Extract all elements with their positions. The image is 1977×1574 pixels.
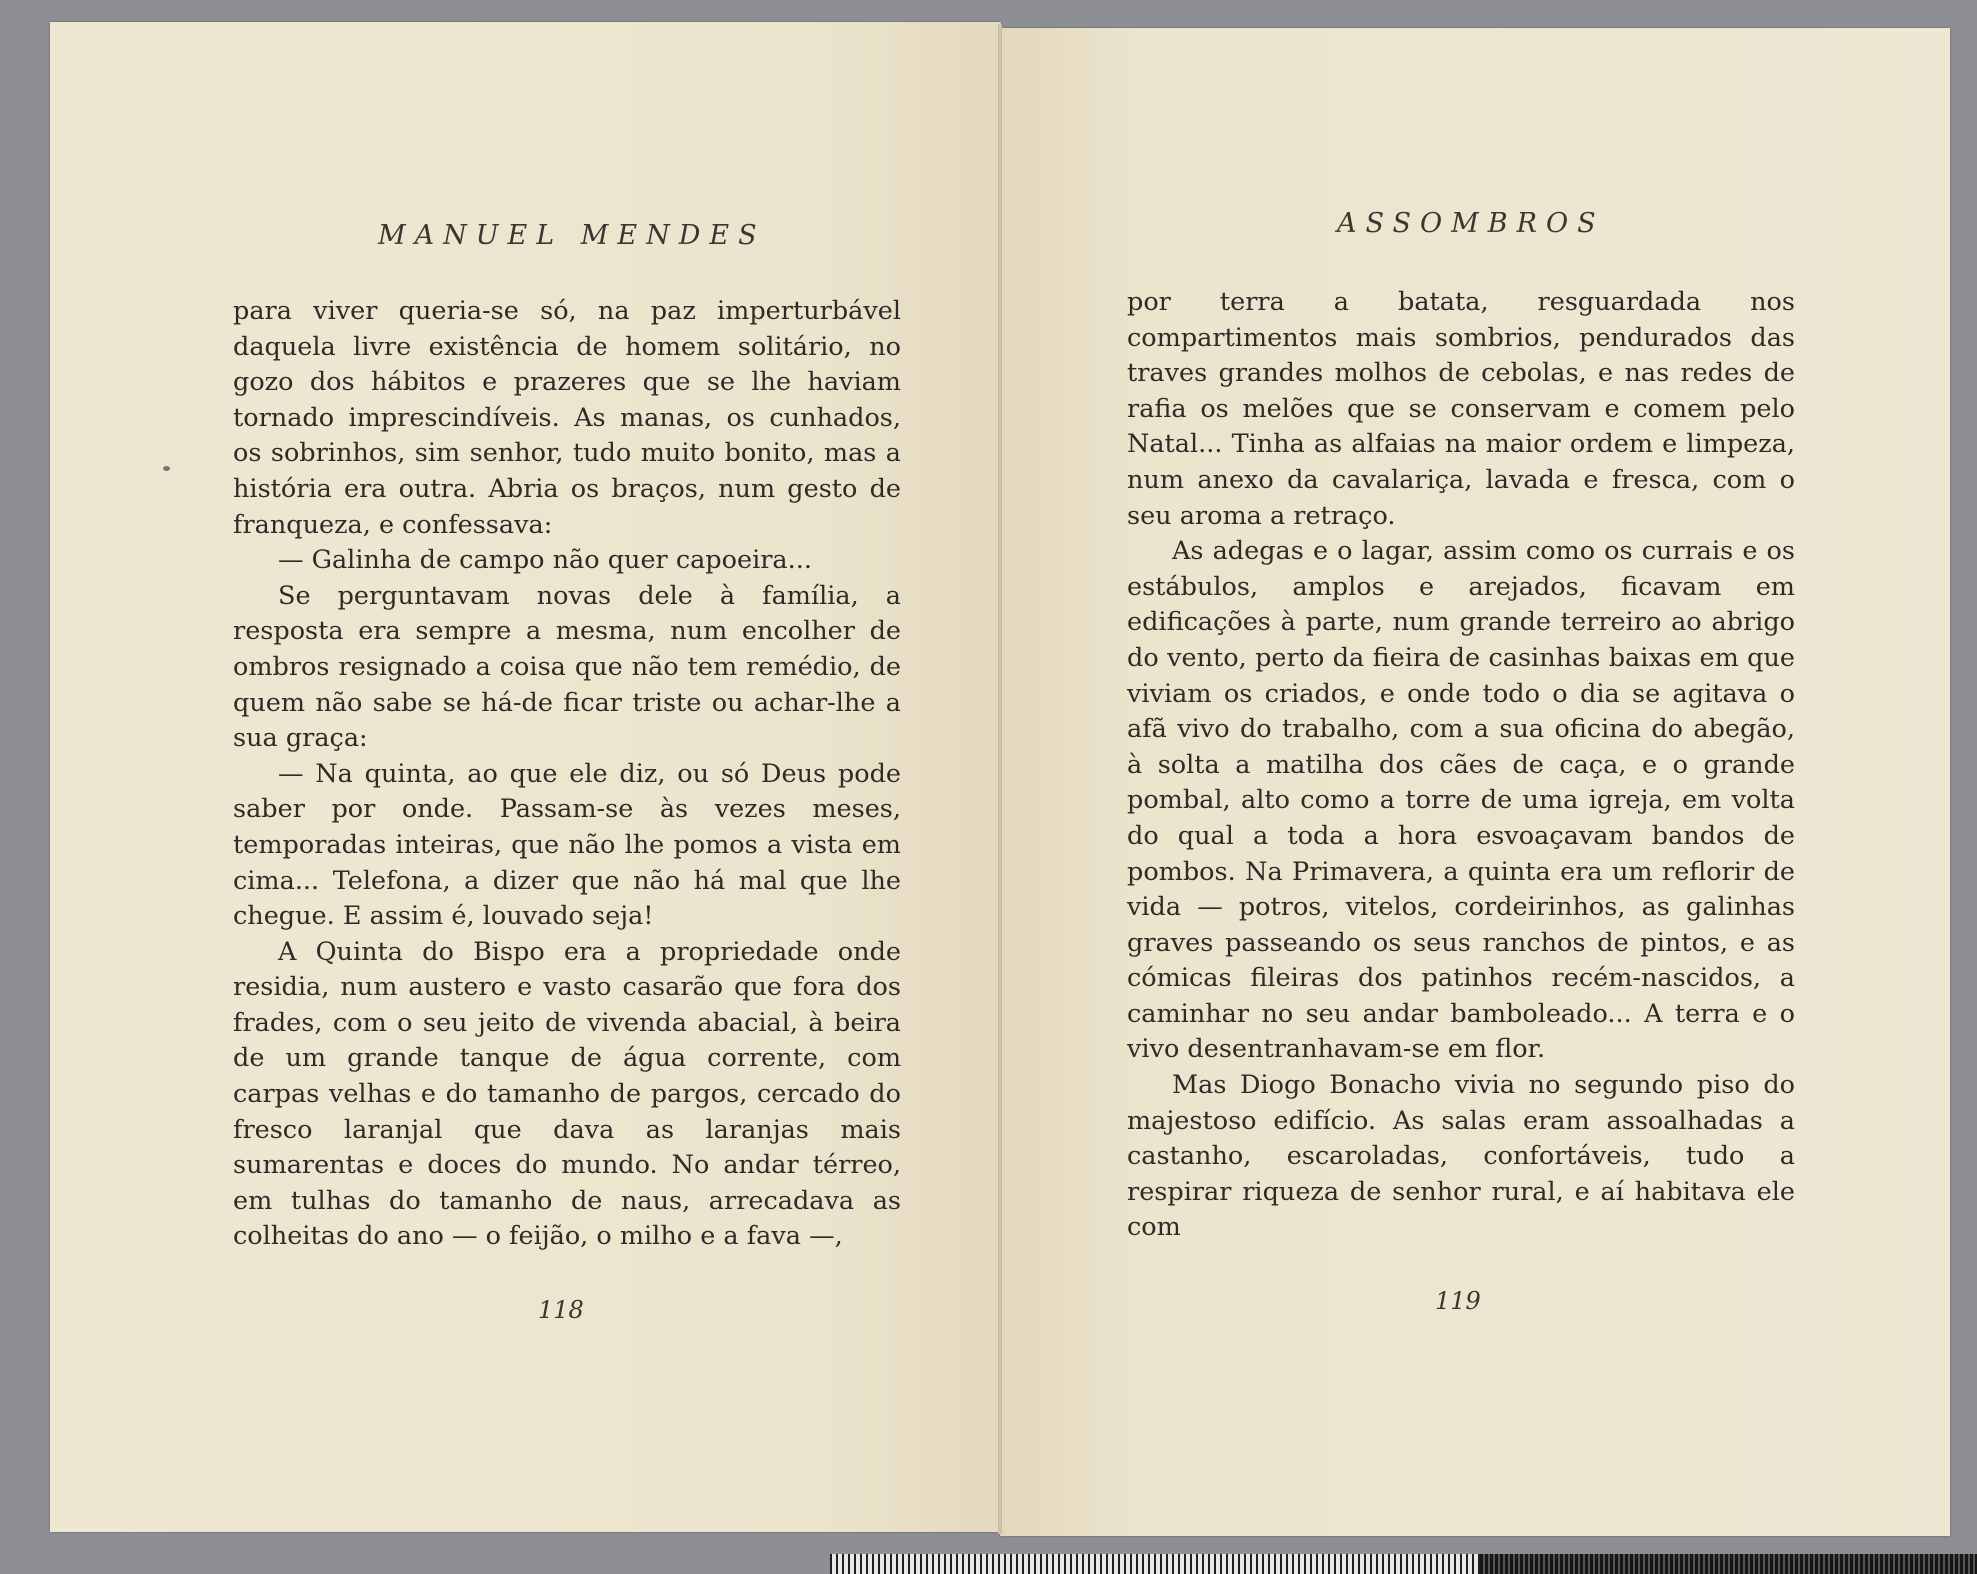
- scale-ruler-dark-segment: [1480, 1554, 1977, 1574]
- paragraph: por terra a batata, resguardada nos compartimentos mais sombrios, pendurados das traves grandes molhos de cebolas, e nas redes de rafia os melões que se conservam e comem pelo Natal... Tinha as alfaias na maior ordem e limpeza, num anexo da cavalariça, lavada e fresca, com o seu aroma a retraço.: [1127, 287, 1795, 531]
- paragraph: Se perguntavam novas dele à família, a resposta era sempre a mesma, num encolher de ombros resignado a coisa que não tem remédio, de quem não sabe se há-de ficar triste ou achar-lhe a sua graça:: [233, 580, 901, 754]
- paper-speck: [163, 466, 170, 471]
- paragraph: — Na quinta, ao que ele diz, ou só Deus pode saber por onde. Passam-se às vezes meses, temporadas inteiras, que não lhe pomos a vista em cima... Telefona, a dizer que não há mal que lhe chegue. E assim é, louvado seja!: [233, 758, 901, 932]
- book-spine: [998, 24, 1002, 1534]
- right-page-text: [1127, 285, 1795, 1246]
- page-number-left: 118: [538, 1296, 584, 1324]
- paragraph: A Quinta do Bispo era a propriedade onde residia, num austero e vasto casarão que fora dos frades, com o seu jeito de vivenda abacial, à beira de um grande tanque de água corrente, com carpas velhas e do tamanho de pargos, cercado do fresco laranjal que dava as laranjas mais sumarentas e doces do mundo. No andar térreo, em tulhas do tamanho de naus, arrecadava as colheitas do ano — o feijão, o milho e a fava —,: [233, 936, 901, 1252]
- paragraph: — Galinha de campo não quer capoeira...: [278, 545, 812, 576]
- paragraph: para viver queria-se só, na paz imperturbável daquela livre existência de homem solitário, no gozo dos hábitos e prazeres que se lhe haviam tornado imprescindíveis. As manas, os cunhados, os sobrinhos, sim senhor, tudo muito bonito, mas a história era outra. Abria os braços, num gesto de franqueza, e confessava:: [233, 296, 901, 540]
- paragraph: As adegas e o lagar, assim como os currais e os estábulos, amplos e arejados, ficavam em edificações à parte, num grande terreiro ao abrigo do vento, perto da fieira de casinhas baixas em que viviam os criados, e onde todo o dia se agitava o afã vivo do trabalho, com a sua oficina do abegão, à solta a matilha dos cães de caça, e o grande pombal, alto como a torre de uma igreja, em volta do qual a toda a hora esvoaçavam bandos de pombos. Na Primavera, a quinta era um reflorir de vida — potros, vitelos, cordeirinhos, as galinhas graves passeando os seus ranchos de pintos, e as cómicas fileiras dos patinhos recém-nascidos, a caminhar no seu andar bamboleado... A terra e o vivo desentranhavam-se em flor.: [1127, 536, 1795, 1065]
- left-page-text: [233, 294, 901, 1255]
- page-number-right: 119: [1435, 1287, 1481, 1315]
- paragraph: Mas Diogo Bonacho vivia no segundo piso do majestoso edifício. As salas eram assoalhadas a castanho, escaroladas, confortáveis, tudo a respirar riqueza de senhor rural, e aí habitava ele com: [1127, 1070, 1795, 1243]
- running-head-right: ASSOMBROS: [1337, 208, 1605, 239]
- running-head-left: MANUEL MENDES: [378, 220, 766, 251]
